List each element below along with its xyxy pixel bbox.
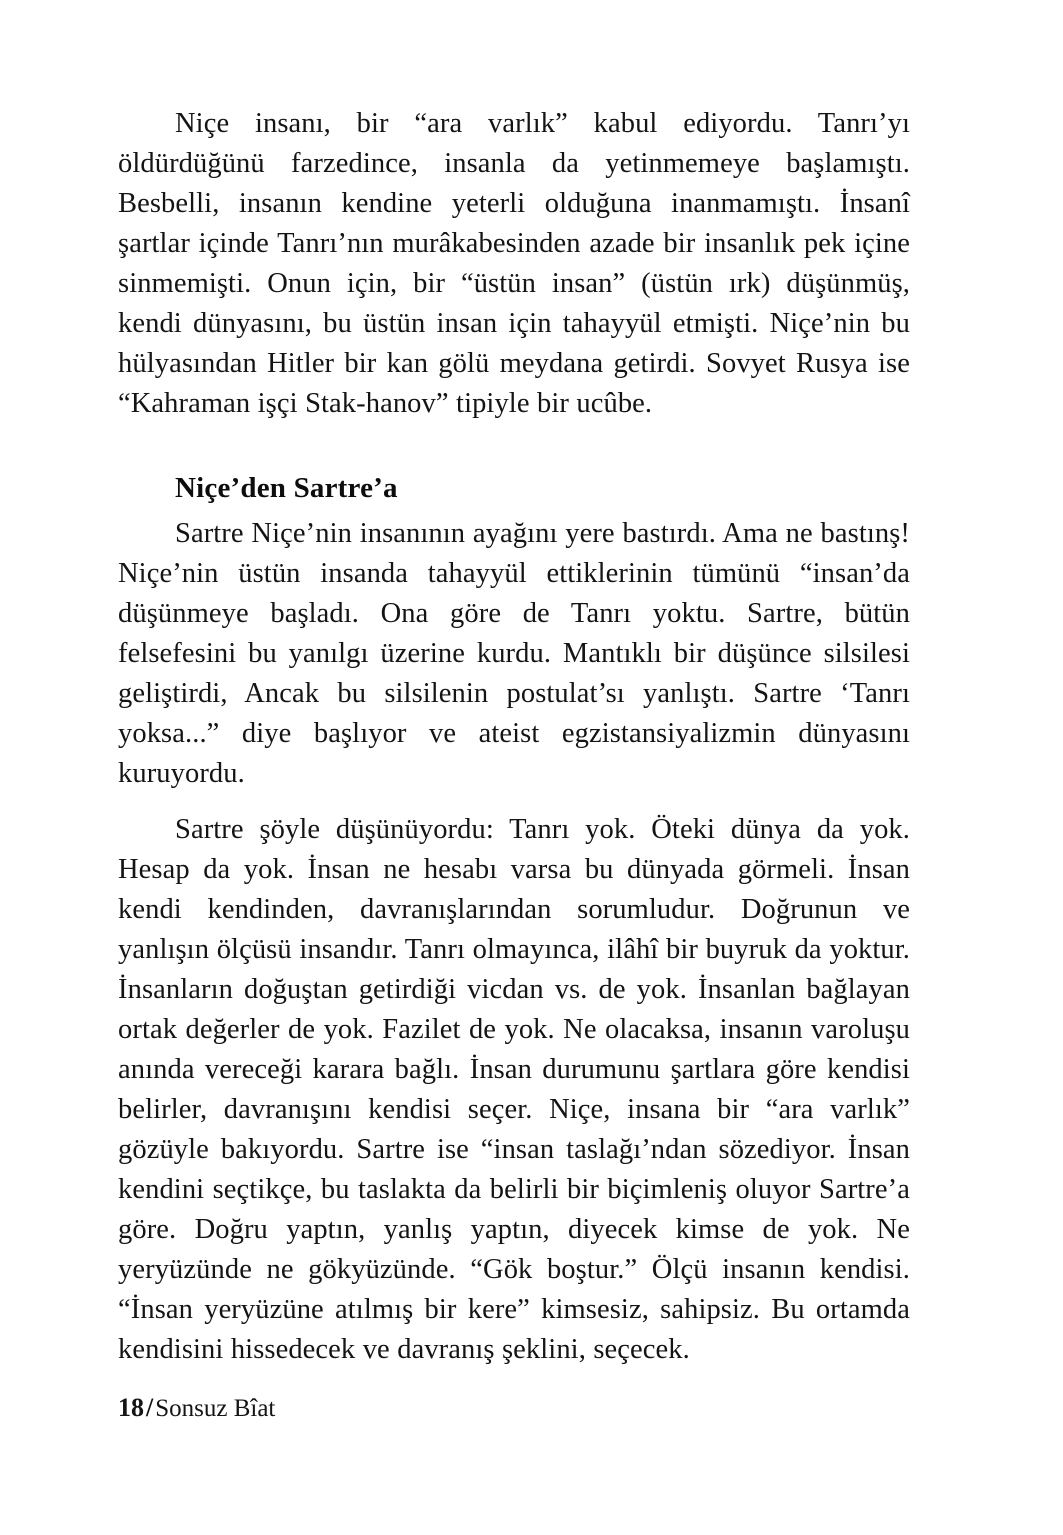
section-heading-block [118, 468, 910, 508]
footer-separator: / [146, 1393, 154, 1422]
paragraph-sartre-intro: Sartre Niçe’nin insanının ayağını yere bastırdı. Ama ne bastınş! Niçe’nin üstün insanda tahayyül ettiklerinin tümünü “insan’da düşünmeye başladı. Ona göre de Tanrı yoktu. Sartre, bütün felsefesini bu yanılgı üzerine kurdu. Mantıklı bir düşünce silsilesi geliştirdi, Ancak bu silsilenin postulat’sı yanlıştı. Sartre ‘Tanrı yoksa...” diye başlıyor ve ateist egzistansiyalizmin dünyasını kuruyordu. [118, 518, 910, 789]
paragraph-nietzsche: Niçe insanı, bir “ara varlık” kabul ediyordu. Tanrı’yı öldürdüğünü farzedince, insanla da yetinmemeye başlamıştı. Besbelli, insanın kendine yeterli olduğuna inanmamıştı. İnsanî şartlar içinde Tanrı’nın murâkabesinden azade bir insanlık pek içine sinmemişti. Onun için, bir “üstün insan” (üstün ırk) düşünmüş, kendi dünyasını, bu üstün insan için tahayyül etmişti. Niçe’nin bu hülyasından Hitler bir kan gölü meydana getirdi. Sovyet Rusya ise “Kahraman işçi Stak-hanov” tipiyle bir ucûbe. [118, 108, 910, 419]
text-column [118, 104, 910, 1370]
section-heading: Niçe’den Sartre’a [175, 472, 398, 504]
page-footer [118, 1392, 910, 1425]
footer-page-number: 18 [118, 1393, 144, 1422]
paragraph-sartre-thought: Sartre şöyle düşünüyordu: Tanrı yok. Öteki dünya da yok. Hesap da yok. İnsan ne hesabı varsa bu dünyada görmeli. İnsan kendi kendinden, davranışlarından sorumludur. Doğrunun ve yanlışın ölçüsü insandır. Tanrı olmayınca, ilâhî bir buyruk da yoktur. İnsanların doğuştan getirdiği vicdan vs. de yok. İnsanlan bağlayan ortak değerler de yok. Fazilet de yok. Ne olacaksa, insanın varoluşu anında vereceği karara bağlı. İnsan durumunu şartlara göre kendisi belirler, davranışını kendisi seçer. Niçe, insana bir “ara varlık” gözüyle bakıyordu. Sartre ise “insan taslağı’ndan sözediyor. İnsan kendini seçtikçe, bu taslakta da belirli bir biçimleniş oluyor Sartre’a göre. Doğru yaptın, yanlış yaptın, diyecek kimse de yok. Ne yeryüzünde ne gökyüzünde. “Gök boştur.” Ölçü insanın kendisi. “İnsan yeryüzüne atılmış bir kere” kimsesiz, sahipsiz. Bu ortamda kendisini hissedecek ve davranış şeklini, seçecek. [118, 814, 910, 1365]
footer-book-title: Sonsuz Bîat [155, 1395, 276, 1422]
